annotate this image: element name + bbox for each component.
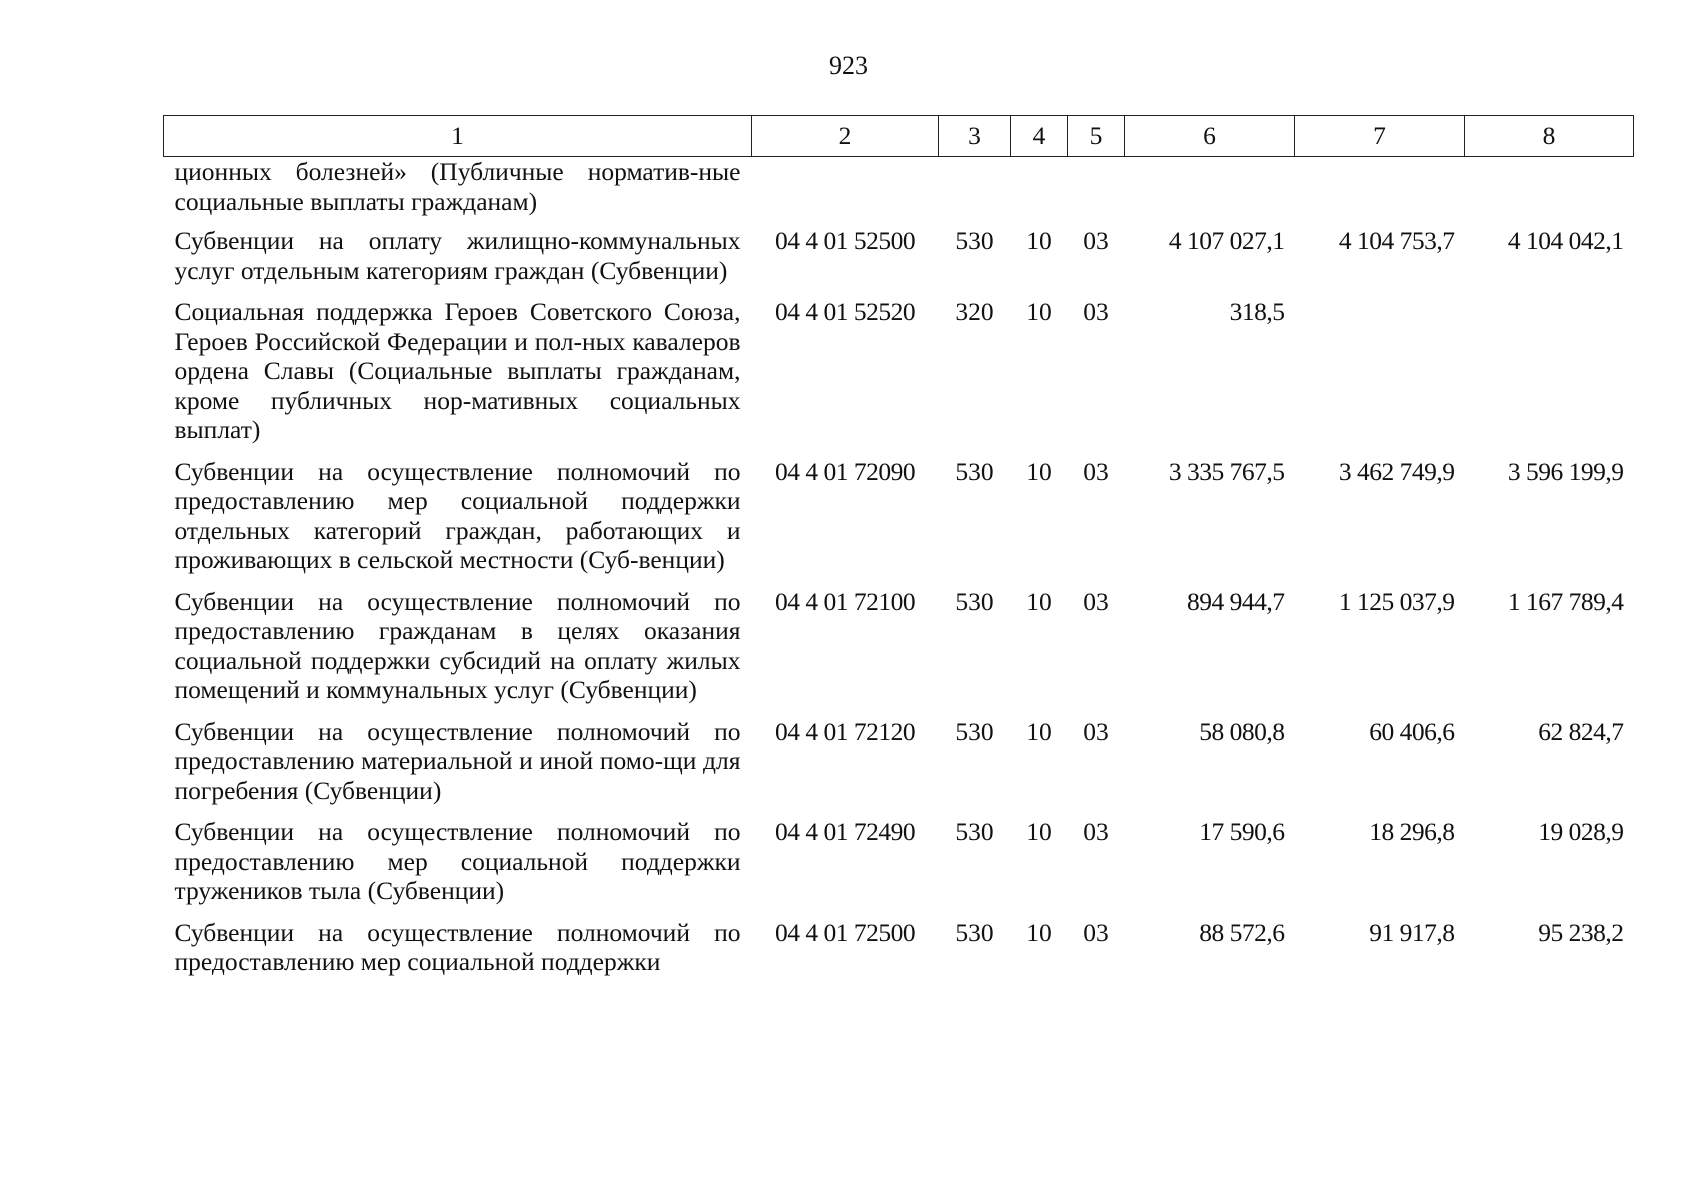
row-subsection: 03 [1083, 817, 1109, 846]
column-header-1: 1 [164, 116, 752, 157]
row-section: 10 [1026, 586, 1052, 616]
row-expense-type: 530 [955, 456, 994, 486]
table-row [164, 918, 1634, 989]
table-row [164, 457, 1634, 587]
row-amount-col6: 58 080,8 [1199, 716, 1285, 746]
row-amount-col8: 1 167 789,4 [1507, 586, 1624, 616]
row-amount-col7: 1 125 037,9 [1338, 586, 1455, 616]
column-header-8: 8 [1465, 116, 1634, 157]
row-amount-col8: 4 104 042,1 [1507, 226, 1624, 255]
row-expense-type: 530 [955, 586, 994, 616]
row-amount-col7: 4 104 753,7 [1338, 226, 1455, 255]
row-description: Субвенции на осуществление полномочий по предоставлению мер социальной поддержки тружеников тыла (Субвенции) [174, 817, 741, 905]
row-description: Субвенции на осуществление полномочий по предоставлению гражданам в целях оказания социальной поддержки субсидий на оплату жилых помещений и коммунальных услуг (Субвенции) [174, 586, 741, 704]
row-section: 10 [1026, 716, 1052, 746]
row-amount-col8: 95 238,2 [1538, 917, 1624, 947]
row-expense-type: 530 [955, 917, 994, 947]
row-section: 10 [1026, 817, 1052, 846]
column-header-6: 6 [1125, 116, 1295, 157]
row-section: 10 [1026, 917, 1052, 947]
row-amount-col6: 3 335 767,5 [1168, 456, 1285, 486]
row-expense-type [939, 157, 1011, 227]
row-amount-col7: 3 462 749,9 [1338, 456, 1455, 486]
row-subsection [1068, 157, 1125, 227]
row-amount-col6: 17 590,6 [1199, 817, 1285, 846]
row-description: Социальная поддержка Героев Советского Союза, Героев Российской Федерации и пол-ных кавалеров ордена Славы (Социальные выплаты гражданам, кроме публичных нор-мативных социальных выплат) [174, 297, 741, 444]
column-header-3: 3 [939, 116, 1011, 157]
table-row [164, 226, 1634, 297]
row-target-code: 04 4 01 52500 [774, 226, 916, 255]
row-target-code: 04 4 01 72090 [774, 456, 916, 486]
row-subsection: 03 [1083, 226, 1109, 255]
row-amount-col6: 894 944,7 [1187, 586, 1285, 616]
row-amount-col7 [1295, 157, 1465, 227]
column-header-2: 2 [752, 116, 939, 157]
page-number: 923 [829, 51, 868, 80]
column-header-4: 4 [1011, 116, 1068, 157]
row-target-code [752, 157, 939, 227]
row-target-code: 04 4 01 72500 [774, 917, 916, 947]
row-amount-col8: 62 824,7 [1538, 716, 1624, 746]
row-description: ционных болезней» (Публичные норматив-ные социальные выплаты гражданам) [174, 157, 741, 216]
row-expense-type: 530 [955, 226, 994, 255]
row-amount-col6: 4 107 027,1 [1168, 226, 1285, 255]
row-amount-col6: 88 572,6 [1199, 917, 1285, 947]
column-header-7: 7 [1295, 116, 1465, 157]
budget-table [163, 115, 1634, 989]
row-description: Субвенции на оплату жилищно-коммунальных услуг отдельным категориям граждан (Субвенции) [174, 226, 741, 285]
row-expense-type: 530 [955, 817, 994, 846]
row-target-code: 04 4 01 72490 [774, 817, 916, 846]
row-target-code: 04 4 01 72100 [774, 586, 916, 616]
row-section: 10 [1026, 226, 1052, 255]
row-amount-col8 [1465, 297, 1634, 457]
row-description: Субвенции на осуществление полномочий по предоставлению мер социальной поддержки [174, 917, 741, 976]
column-number-header-row [164, 116, 1634, 157]
column-header-5: 5 [1068, 116, 1125, 157]
row-amount-col6: 318,5 [1229, 297, 1285, 326]
row-target-code: 04 4 01 72120 [774, 716, 916, 746]
row-section: 10 [1026, 297, 1052, 326]
row-expense-type: 320 [955, 297, 994, 326]
row-amount-col8: 19 028,9 [1538, 817, 1624, 846]
row-subsection: 03 [1083, 456, 1109, 486]
table-row [164, 157, 1634, 227]
row-amount-col8 [1465, 157, 1634, 227]
row-subsection: 03 [1083, 716, 1109, 746]
row-section: 10 [1026, 456, 1052, 486]
row-expense-type: 530 [955, 716, 994, 746]
table-row [164, 587, 1634, 717]
row-section [1011, 157, 1068, 227]
table-row [164, 817, 1634, 918]
row-subsection: 03 [1083, 297, 1109, 326]
row-amount-col7: 91 917,8 [1369, 917, 1455, 947]
row-description: Субвенции на осуществление полномочий по предоставлению материальной и иной помо-щи для погребения (Субвенции) [174, 716, 741, 805]
row-subsection: 03 [1083, 586, 1109, 616]
table-row [164, 717, 1634, 818]
row-amount-col7: 18 296,8 [1369, 817, 1455, 846]
row-amount-col7: 60 406,6 [1369, 716, 1455, 746]
row-subsection: 03 [1083, 917, 1109, 947]
row-amount-col6 [1125, 157, 1295, 227]
row-target-code: 04 4 01 52520 [774, 297, 916, 326]
row-amount-col8: 3 596 199,9 [1507, 456, 1624, 486]
row-amount-col7 [1295, 297, 1465, 457]
row-description: Субвенции на осуществление полномочий по предоставлению мер социальной поддержки отдельных категорий граждан, работающих и проживающих в сельской местности (Суб-венции) [174, 456, 741, 574]
table-row [164, 297, 1634, 457]
